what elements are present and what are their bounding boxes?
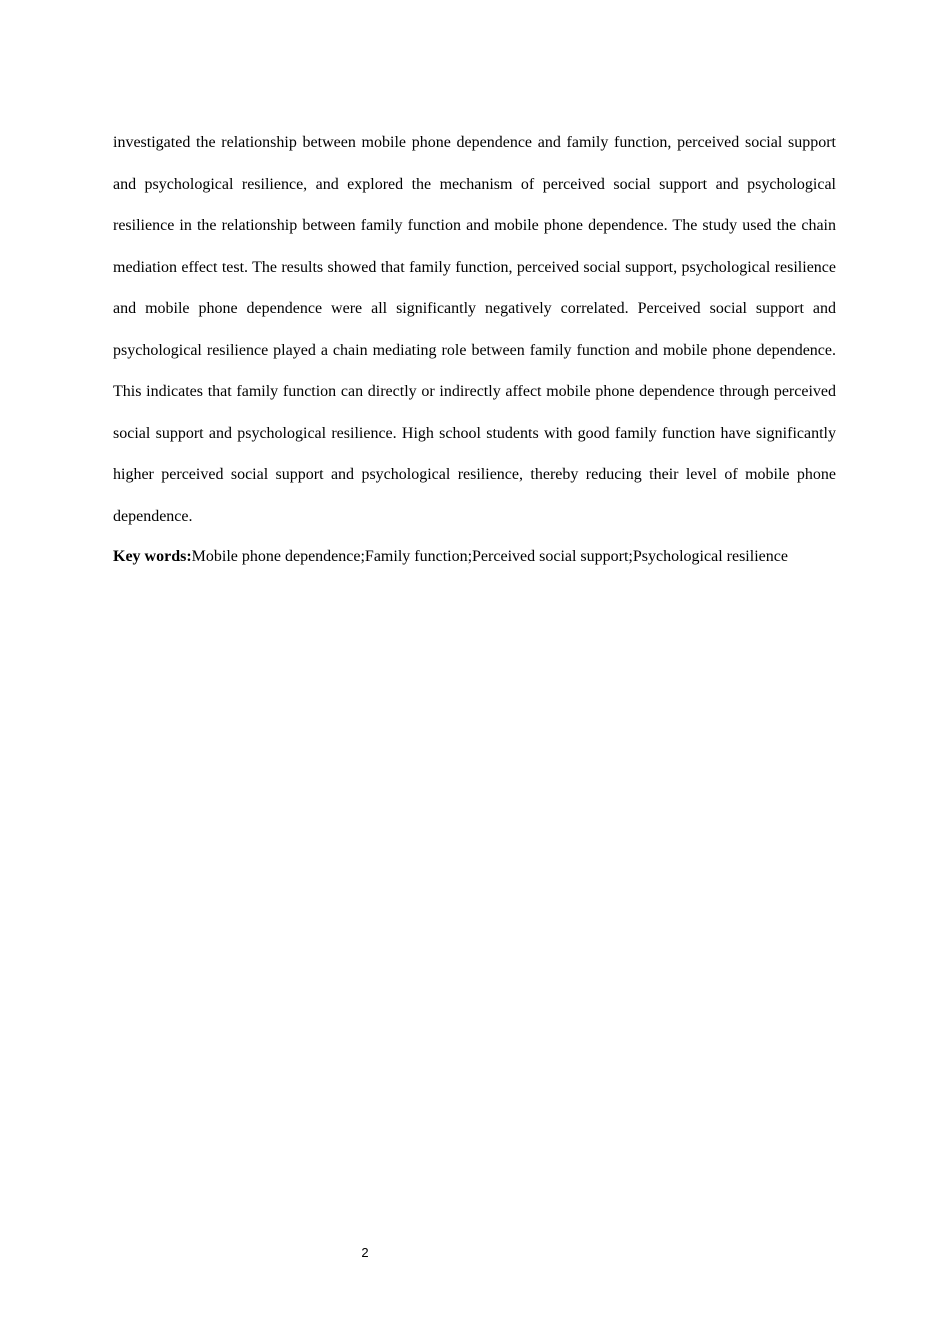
abstract-paragraph: investigated the relationship between mobile phone dependence and family function, perceived social support and psychological resilience, and explored the mechanism of perceived social support and psychological resilience in the relationship between family function and mobile phone dependence. The study used the chain mediation effect test. The results showed that family function, perceived social support, psychological resilience and mobile phone dependence were all significantly negatively correlated. Perceived social support and psychological resilience played a chain mediating role between family function and mobile phone dependence. This indicates that family function can directly or indirectly affect mobile phone dependence through perceived social support and psychological resilience. High school students with good family function have significantly higher perceived social support and psychological resilience, thereby reducing their level of mobile phone dependence. xyxy=(113,134,836,525)
page-number: 2 xyxy=(361,1245,369,1260)
keywords-line xyxy=(113,545,853,569)
keywords-text: Mobile phone dependence;Family function;Perceived social support;Psychological resilience xyxy=(191,548,788,565)
keywords-label: Key words: xyxy=(113,548,192,565)
